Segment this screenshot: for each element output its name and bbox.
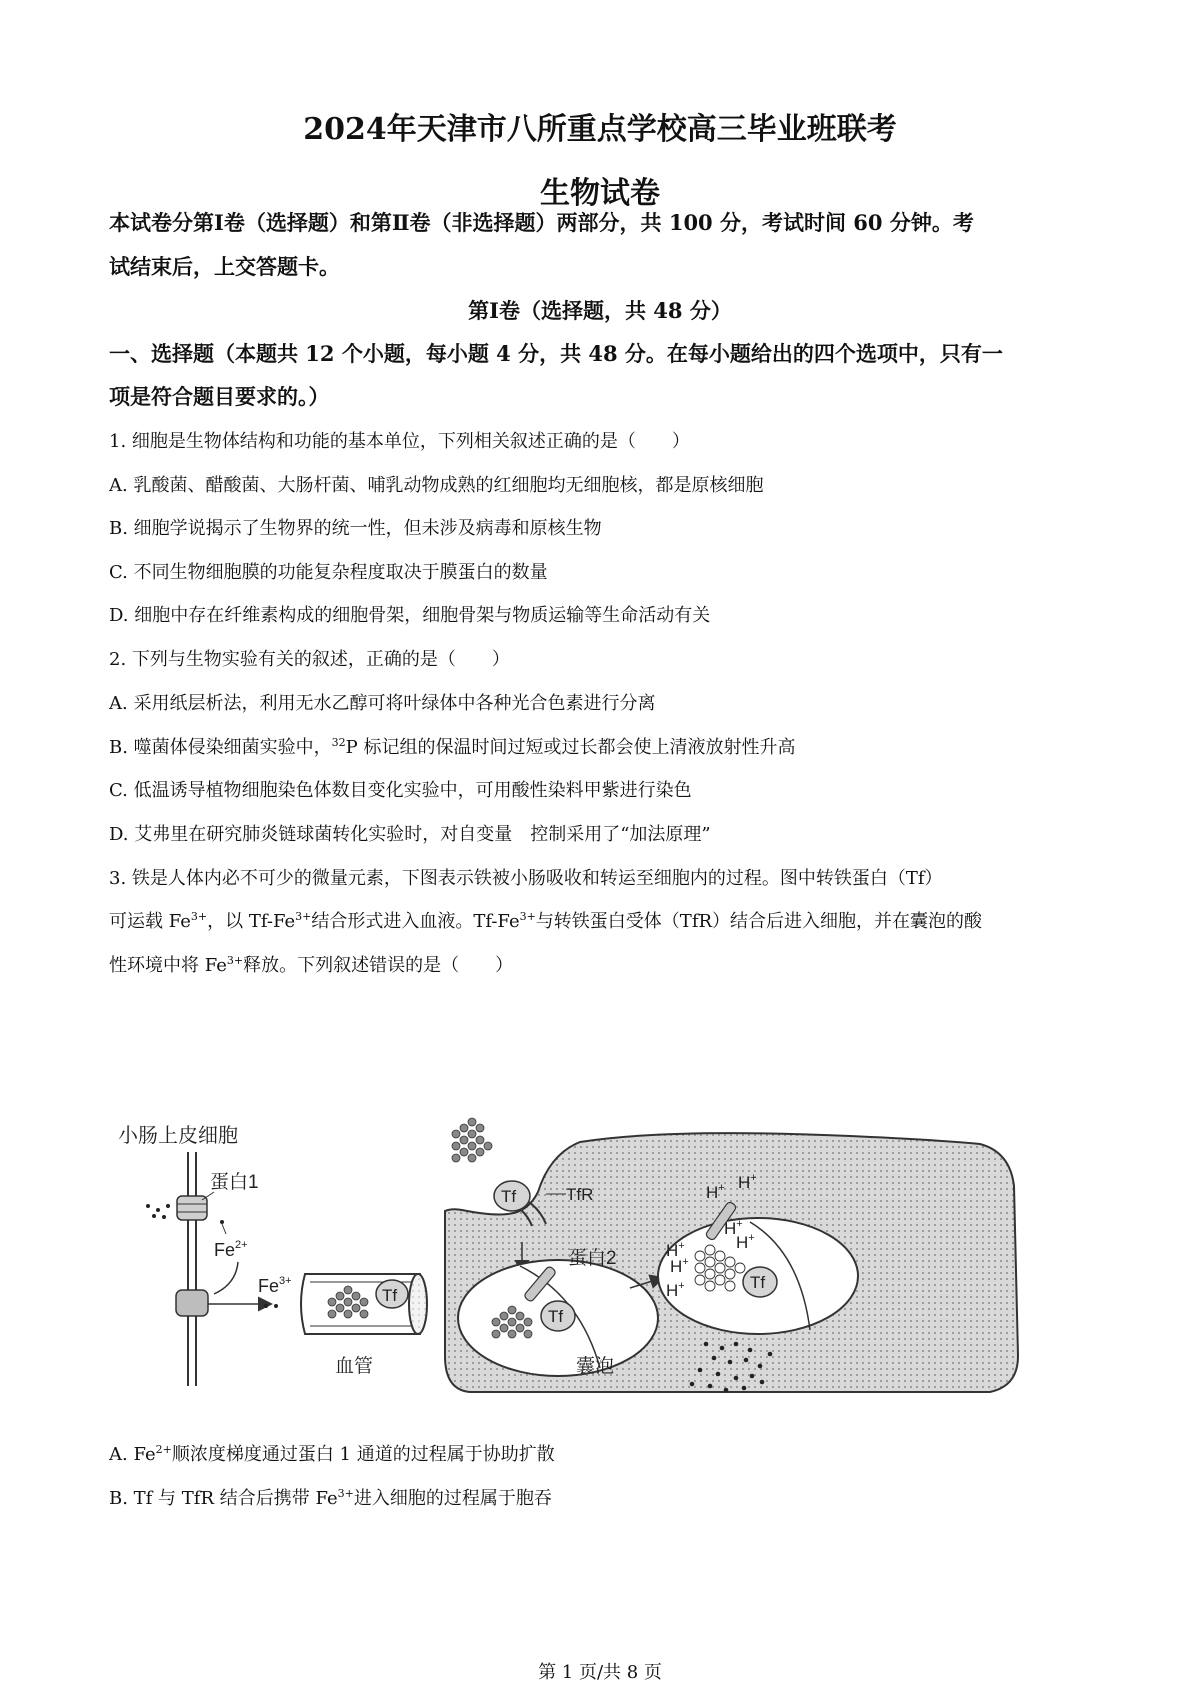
intro-line-1: 本试卷分第Ⅰ卷（选择题）和第Ⅱ卷（非选择题）两部分，共 100 分，考试时间 60 分钟。考 xyxy=(109,210,974,235)
page-number: 第 1 页/共 8 页 xyxy=(538,1662,662,1683)
svg-text:H+: H+ xyxy=(706,1182,725,1202)
exam-title: 2024年天津市八所重点学校高三毕业班联考 xyxy=(303,112,897,147)
q2-stem: 2. 下列与生物实验有关的叙述，正确的是（ ） xyxy=(109,649,510,670)
protein2-label: 蛋白2 xyxy=(568,1248,617,1269)
iron-dots-outside xyxy=(146,1204,170,1219)
q2-option-c: C. 低温诱导植物细胞染色体数目变化实验中，可用酸性染料甲紫进行染色 xyxy=(109,780,692,801)
svg-text:H+: H+ xyxy=(666,1280,685,1300)
fe3-label: $Fe^{3+}$ xyxy=(258,1275,292,1296)
q3-option-a: A. $Fe^{2+}$顺浓度梯度通过蛋白 1 通道的过程属于协助扩散 xyxy=(109,1443,555,1465)
blood-vessel-label: 血管 xyxy=(335,1356,374,1377)
q1-option-d: D. 细胞中存在纤维素构成的细胞骨架，细胞骨架与物质运输等生命活动有关 xyxy=(109,605,711,626)
q3-option-b: B. Tf 与 TfR 结合后携带 $Fe^{3+}$进入细胞的过程属于胞吞 xyxy=(109,1487,552,1509)
svg-text:H+: H+ xyxy=(738,1172,757,1192)
small-intestine-cell-label: 小肠上皮细胞 xyxy=(118,1125,238,1147)
fe2-path xyxy=(214,1262,238,1294)
part1-heading: 第Ⅰ卷（选择题，共 48 分） xyxy=(468,298,732,323)
fe2-dot xyxy=(220,1220,224,1224)
svg-text:H+: H+ xyxy=(670,1256,689,1276)
q2-option-b: B. 噬菌体侵染细菌实验中，$^{32}$P 标记组的保温时间过短或过长都会使上清液放射性升高 xyxy=(109,736,796,758)
svg-text:Tf: Tf xyxy=(750,1273,766,1292)
instruction-line-1: 一、选择题（本题共 12 个小题，每小题 4 分，共 48 分。在每小题给出的四个选项中，只有一 xyxy=(109,341,1003,366)
q1-option-b: B. 细胞学说揭示了生物界的统一性，但未涉及病毒和原核生物 xyxy=(109,518,602,539)
q1-stem: 1. 细胞是生物体结构和功能的基本单位，下列相关叙述正确的是（ ） xyxy=(109,431,690,452)
q1-option-c: C. 不同生物细胞膜的功能复杂程度取决于膜蛋白的数量 xyxy=(109,562,548,583)
basolateral-transporter xyxy=(176,1290,208,1316)
svg-text:Tf: Tf xyxy=(548,1307,564,1326)
subject-title: 生物试卷 xyxy=(540,176,660,211)
q3-stem-line-2: 可运载 $Fe^{3+}$，以 $Tf-Fe^{3+}$结合形式进入血液。$Tf-Fe^{3+}$与转铁蛋白受体（TfR）结合后进入细胞，并在囊泡的酸 xyxy=(109,910,983,932)
protein1-label: 蛋白1 xyxy=(210,1172,259,1193)
q2-option-d: D. 艾弗里在研究肺炎链球菌转化实验时，对自变量 控制采用了“加法原理” xyxy=(109,824,711,845)
vesicle-label: 囊泡 xyxy=(576,1356,615,1377)
intro-line-2: 试结束后，上交答题卡。 xyxy=(109,254,340,279)
q1-option-a: A. 乳酸菌、醋酸菌、大肠杆菌、哺乳动物成熟的红细胞均无细胞核，都是原核细胞 xyxy=(109,475,764,496)
svg-text:H+: H+ xyxy=(666,1240,685,1260)
svg-text:Tf: Tf xyxy=(501,1187,517,1206)
cell-membrane xyxy=(188,1152,196,1386)
q3-stem-line-3: 性环境中将 $Fe^{3+}$释放。下列叙述错误的是（ ） xyxy=(109,954,514,976)
fe2-label: $Fe^{2+}$ xyxy=(214,1239,248,1260)
iron-cluster-top xyxy=(452,1118,492,1162)
tfr-label: TfR xyxy=(566,1185,594,1204)
svg-text:H+: H+ xyxy=(736,1232,755,1252)
q3-stem-line-1: 3. 铁是人体内必不可少的微量元素，下图表示铁被小肠吸收和转运至细胞内的过程。图中转铁蛋白（Tf） xyxy=(109,868,943,889)
q2-option-a: A. 采用纸层析法，利用无水乙醇可将叶绿体中各种光合色素进行分离 xyxy=(109,693,656,714)
svg-text:H+: H+ xyxy=(724,1218,743,1238)
svg-text:Tf: Tf xyxy=(382,1286,398,1305)
instruction-line-2: 项是符合题目要求的。） xyxy=(109,384,330,409)
iron-transport-figure xyxy=(110,1096,1130,1416)
